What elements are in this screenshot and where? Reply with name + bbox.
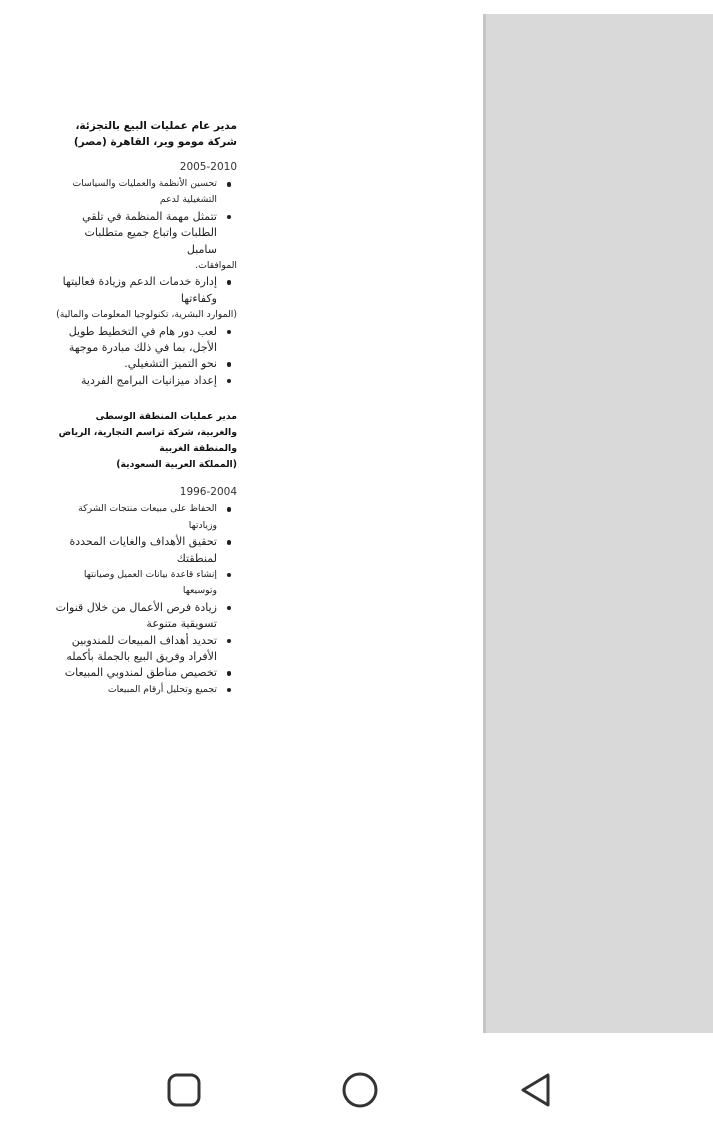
job-date: 1996-2004: [179, 486, 237, 499]
list-item: تحسين الأنظمة والعمليات والسياسات التشغيلية لدعم: [54, 176, 237, 209]
job-date: 2005-2010: [179, 161, 237, 173]
navigation-bar: [0, 1033, 713, 1138]
bullet-icon: [227, 215, 232, 220]
duties-list: [54, 176, 237, 389]
bullet-icon: [227, 671, 232, 676]
list-item: الحفاظ على مبيعات منتجات الشركة وزيادتها: [54, 501, 237, 534]
list-item: تخصيص مناطق لمندوبي المبيعات: [54, 665, 237, 681]
job-title: مدير عام عمليات البيع بالتجزئة، شركة مومو وير، القاهرة (مصر): [73, 120, 237, 148]
triangle-back-icon[interactable]: [516, 1070, 556, 1110]
resume-content: [54, 118, 237, 698]
circle-icon[interactable]: [340, 1070, 380, 1110]
list-item: زيادة فرص الأعمال من خلال قنوات تسويقية متنوعة: [54, 600, 237, 633]
bullet-icon: [227, 639, 232, 644]
bullet-icon: [227, 330, 232, 335]
sidebar-panel: [483, 14, 713, 1033]
duties-list: [54, 501, 237, 698]
bullet-icon: [227, 606, 232, 611]
list-item: إعداد ميزانيات البرامج الفردية: [54, 373, 237, 389]
list-item: لعب دور هام في التخطيط طويل الأجل، بما في ذلك مبادرة موجهة: [54, 324, 237, 357]
list-item: تتمثل مهمة المنظمة في تلقي الطلبات واتباع جميع متطلبات سامبل الموافقات.: [82, 209, 237, 272]
section-spacer: [54, 389, 237, 409]
bullet-icon: [227, 573, 232, 578]
list-item: تجميع وتحليل أرقام المبيعات: [54, 682, 237, 698]
bullet-icon: [227, 379, 232, 384]
list-item: تحديد أهداف المبيعات للمندوبين الأفراد وفريق البيع بالجملة بأكمله: [54, 633, 237, 666]
list-item: إدارة خدمات الدعم وزيادة فعاليتها وكفاءتها (الموارد البشرية، تكنولوجيا المعلومات والمالية): [56, 275, 237, 321]
bullet-icon: [227, 280, 232, 285]
bullet-icon: [227, 182, 232, 187]
list-item: إنشاء قاعدة بيانات العميل وصيانتها وتوسيعها: [54, 567, 237, 600]
list-item: تحقيق الأهداف والغايات المحددة لمنطقتك: [54, 534, 237, 567]
list-item: نحو التميز التشغيلي.: [54, 356, 237, 372]
document-page[interactable]: [0, 14, 483, 1033]
bullet-icon: [227, 362, 232, 367]
job-title: مدير عمليات المنطقة الوسطى والغربية، شركة تراسم التجارية، الرياض والمنطقة الغربية (المملكة العربية السعودية): [58, 411, 237, 471]
bullet-icon: [227, 540, 232, 545]
bullet-icon: [227, 688, 232, 693]
square-icon[interactable]: [164, 1070, 204, 1110]
bullet-icon: [227, 507, 232, 512]
